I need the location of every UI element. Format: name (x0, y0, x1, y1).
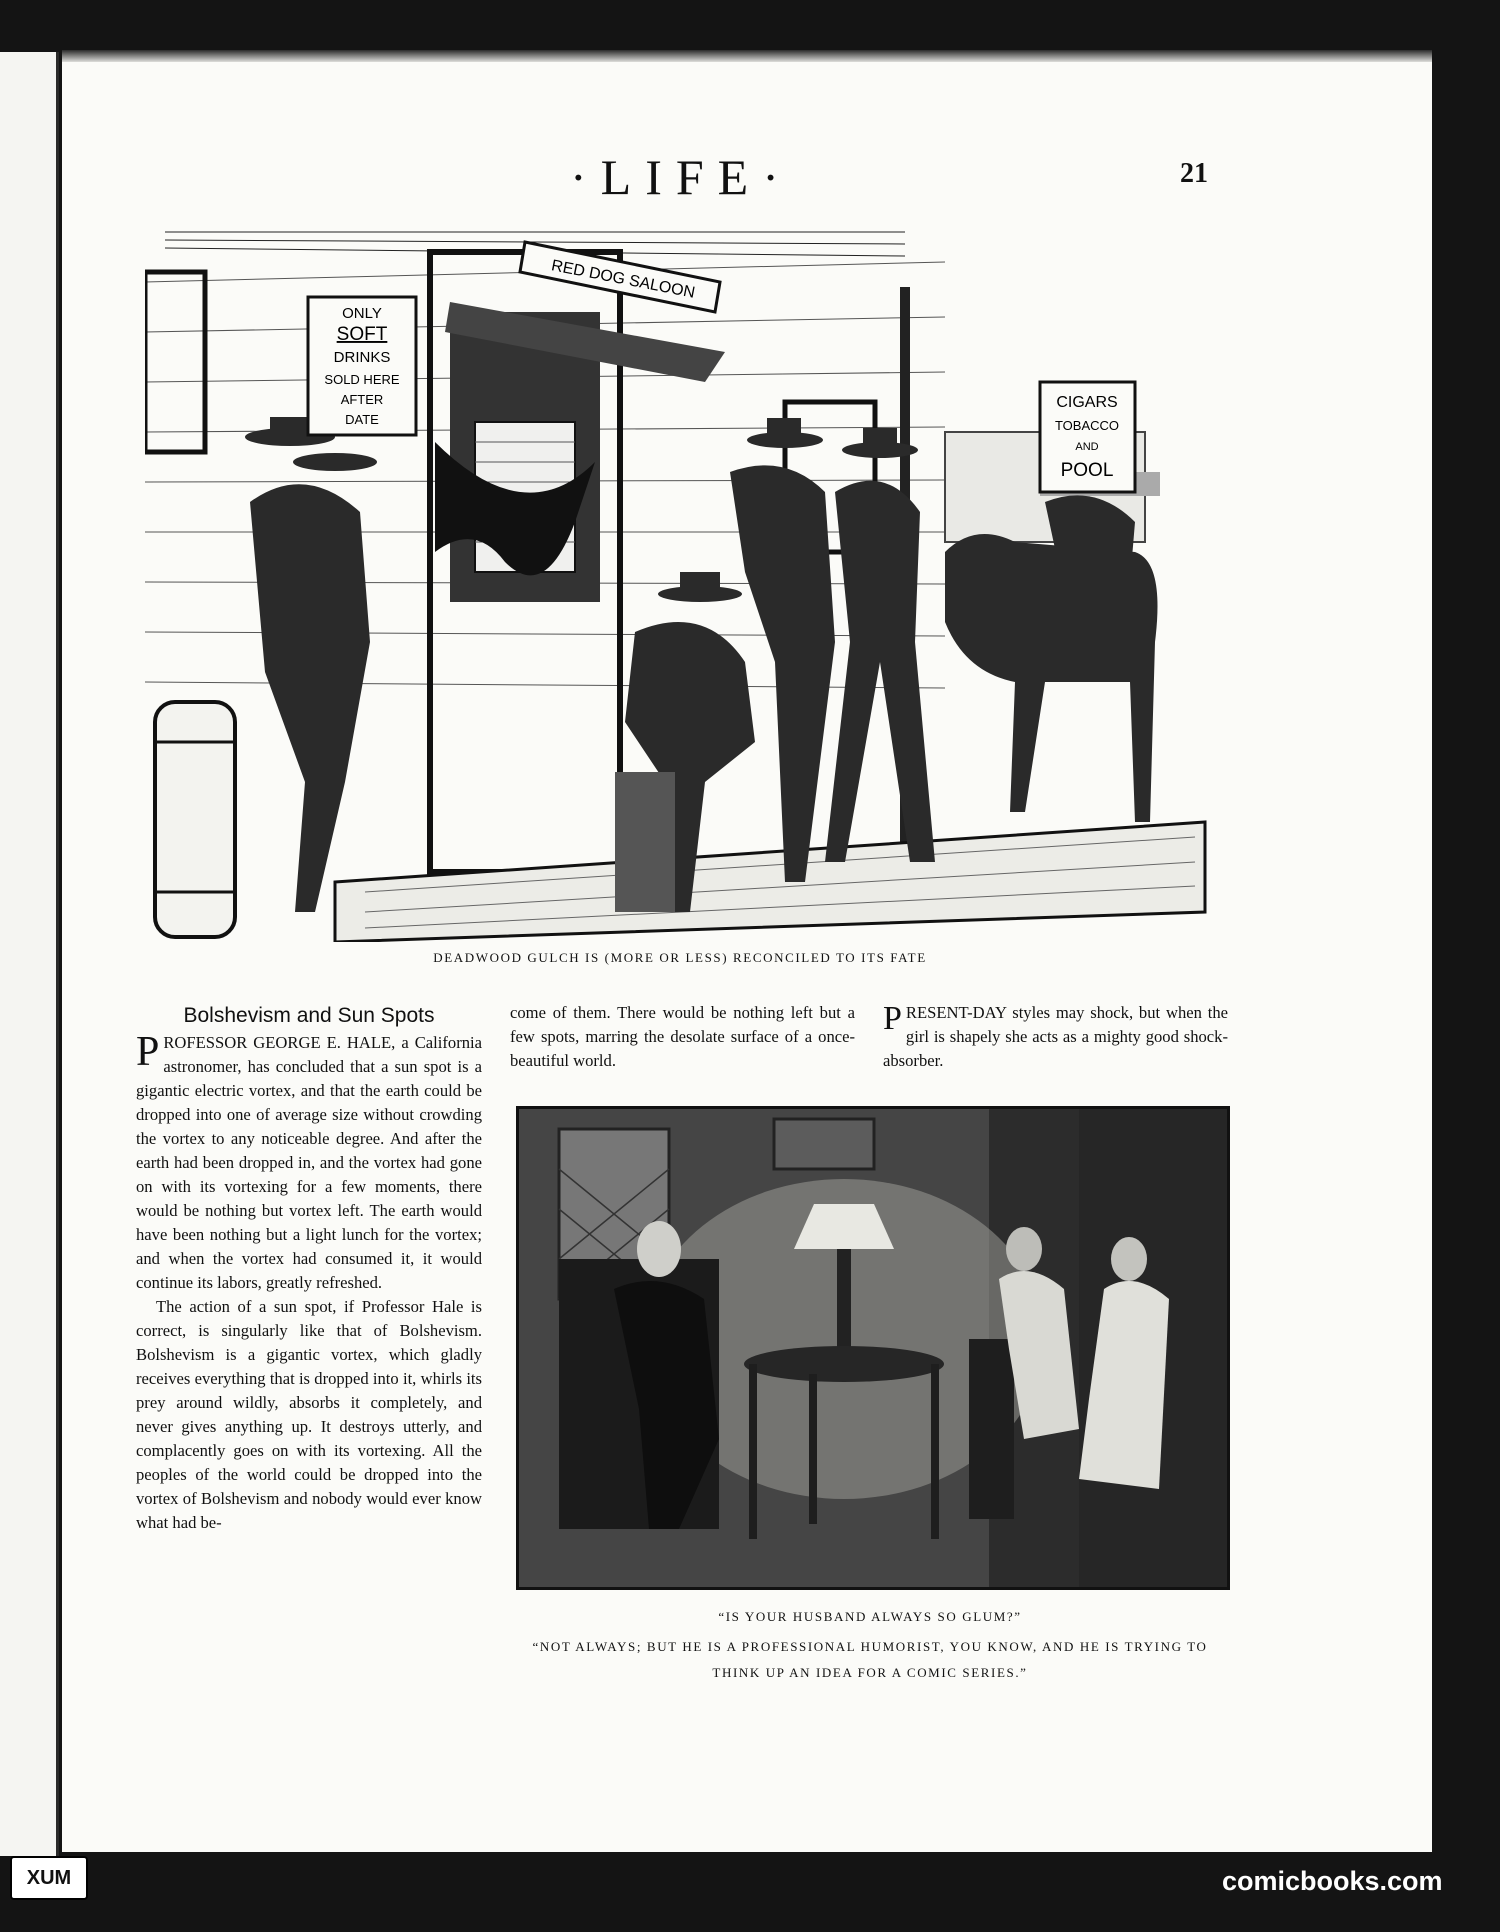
article-column-1 (136, 1003, 482, 1535)
svg-text:POOL: POOL (1060, 460, 1114, 481)
scan-tag: XUM (10, 1856, 88, 1900)
article-paragraph-3: come of them. There would be nothing left but a few spots, marring the desolate surface of a once-beautiful world. (510, 1003, 855, 1070)
short-paragraph: PRESENT-DAY styles may shock, but when the girl is shapely she acts as a mighty good shock-absorber. (883, 1000, 1228, 1070)
svg-text:DATE: DATE (345, 412, 379, 427)
parlor-caption-line-1: “IS YOUR HUSBAND ALWAYS SO GLUM?” (718, 1609, 1022, 1624)
svg-text:SOFT: SOFT (336, 324, 388, 345)
watermark: comicbooks.com (1222, 1866, 1443, 1896)
page-number: 21 (1180, 158, 1208, 189)
svg-text:ONLY: ONLY (342, 305, 382, 322)
facing-page-edge (0, 52, 59, 1856)
parlor-illustration (516, 1106, 1230, 1590)
svg-text:TOBACCO: TOBACCO (1054, 418, 1120, 433)
sign-cigars (1040, 382, 1135, 492)
saloon-illustration (145, 222, 1230, 942)
svg-text:AFTER: AFTER (340, 392, 384, 407)
svg-text:DRINKS: DRINKS (333, 349, 391, 366)
article-paragraph-2: The action of a sun spot, if Professor Hale is correct, is singularly like that of Bolshevism. Bolshevism is a gigantic vortex, which gladly receives everything that is dropped into it, whirls its prey around wildly, absorbs it completely, and never gives anything up. It destroys utterly, and complacently goes on with its vortexing. All the peoples of the world could be dropped into the vortex of Bolshevism and nobody would ever know what had be- (136, 1297, 482, 1532)
saloon-caption: DEADWOOD GULCH IS (MORE OR LESS) RECONCILED TO ITS FATE (433, 950, 927, 965)
article-column-2 (510, 1001, 855, 1073)
sign-soft-drinks (308, 297, 416, 435)
svg-text:AND: AND (1075, 441, 1099, 453)
dropcap-right: P (883, 1000, 902, 1037)
svg-text:SOLD HERE: SOLD HERE (324, 372, 400, 387)
svg-text:RED DOG SALOON: RED DOG SALOON (549, 257, 697, 302)
masthead: ·LIFE· (570, 149, 793, 205)
svg-text:CIGARS: CIGARS (1056, 394, 1118, 411)
parlor-caption-line-2: “NOT ALWAYS; BUT HE IS A PROFESSIONAL HUMORIST, YOU KNOW, AND HE IS TRYING TO THINK UP AN IDEA FOR A COMIC SERIES.” (532, 1639, 1208, 1680)
dropcap: P (136, 1029, 160, 1075)
article-paragraph-1: PROFESSOR GEORGE E. HALE, a California astronomer, has concluded that a sun spot is a gigantic electric vortex, and that the earth could be dropped into one of average size without crowding the vortex to any noticeable degree. And after the earth had been dropped in, and the vortex had gone on with its vortexing for a few moments, there would be nothing but vortex left. The earth would have been nothing but a light lunch for the vortex; and when the vortex had consumed it, it would continue its labors, greatly refreshed. (136, 1029, 482, 1292)
article-heading: Bolshevism and Sun Spots (183, 1004, 435, 1027)
